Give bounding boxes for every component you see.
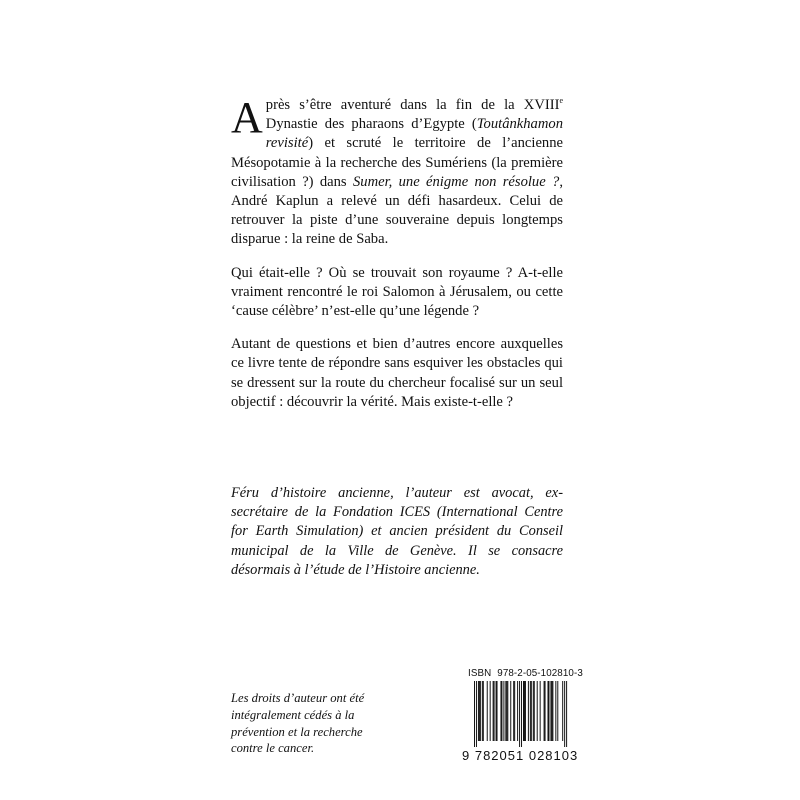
barcode-bar bbox=[528, 681, 529, 741]
superscript-e: e bbox=[559, 96, 563, 106]
blurb-text-d: , André Kaplun a relevé un défi hasardeux. Celui de retrouver la piste d’une souveraine depuis longtemps disparue : la reine de Saba. bbox=[231, 173, 563, 248]
barcode-bar bbox=[507, 681, 508, 741]
barcode-bar bbox=[552, 681, 553, 741]
blurb-text-b: Dynastie des pharaons d’Egypte ( bbox=[265, 116, 477, 133]
isbn-number: 978-2-05-102810-3 bbox=[497, 668, 583, 679]
isbn-barcode-block bbox=[462, 668, 583, 766]
barcode-bar bbox=[564, 681, 565, 747]
barcode-bar bbox=[500, 681, 501, 741]
barcode-bar bbox=[496, 681, 497, 741]
barcode-bar bbox=[545, 681, 546, 741]
barcode-bar bbox=[474, 681, 475, 747]
barcode-bar bbox=[479, 681, 480, 741]
barcode-bar bbox=[548, 681, 549, 741]
barcode-bar bbox=[524, 681, 525, 741]
barcode-bar bbox=[537, 681, 538, 741]
isbn-line bbox=[468, 668, 583, 679]
barcode-bar bbox=[493, 681, 494, 741]
barcode-bar bbox=[555, 681, 556, 741]
barcode-bar bbox=[562, 681, 563, 741]
author-bio: Féru d’histoire ancienne, l’auteur est avocat, ex-secrétaire de la Fondation ICES (International Centre for Earth Simulation) et ancien président du Conseil municipal de la Ville de Genève. Il se consacre désormais à l’étude de l’Histoire ancienne. bbox=[231, 485, 563, 578]
barcode-bar bbox=[497, 681, 498, 741]
barcode-bar bbox=[551, 681, 552, 741]
barcode-bar bbox=[494, 681, 495, 741]
rights-notice: Les droits d’auteur ont été intégralement cédés à la prévention et la recherche contre le cancer. bbox=[231, 691, 365, 756]
barcode-bar bbox=[487, 681, 488, 741]
book-title-sumer: Sumer, une énigme non résolue ? bbox=[352, 173, 560, 190]
barcode-bar bbox=[544, 681, 545, 741]
blurb-paragraph-3: Autant de questions et bien d’autres encore auxquelles ce livre tente de répondre sans esquiver les obstacles qui se dressent sur la route du chercheur focalisé sur un seul objectif : découvrir la vérité. Mais existe-t-elle ? bbox=[231, 336, 563, 410]
isbn-label: ISBN bbox=[468, 668, 492, 679]
barcode-bar bbox=[478, 681, 479, 741]
blurb-text-c: ) et scruté le territoire de l’ancienne Mésopotamie à la recherche des Sumériens (la première civilisation ?) dans bbox=[231, 135, 563, 190]
barcode-bar bbox=[517, 681, 518, 741]
barcode-bar bbox=[519, 681, 520, 747]
barcode-bar bbox=[534, 681, 535, 741]
barcode-bar bbox=[530, 681, 531, 741]
barcode-bar bbox=[523, 681, 524, 741]
back-cover-blurb bbox=[231, 93, 563, 426]
barcode-bar bbox=[550, 681, 551, 741]
barcode-bar bbox=[513, 681, 514, 741]
barcode-digits: 9 782051 028103 bbox=[462, 748, 579, 763]
barcode-bar bbox=[566, 681, 567, 747]
barcode-bar bbox=[483, 681, 484, 741]
barcode-bar bbox=[557, 681, 558, 741]
barcode-bar bbox=[514, 681, 515, 741]
blurb-paragraph-2: Qui était-elle ? Où se trouvait son royaume ? A-t-elle vraiment rencontré le roi Salomon à Jérusalem, ou cette ‘cause célèbre’ n’est-elle qu’une légende ? bbox=[231, 264, 563, 320]
barcode-bar bbox=[501, 681, 502, 741]
barcode-bar bbox=[533, 681, 534, 741]
barcode-bar bbox=[540, 681, 541, 741]
blurb-text-a: près s’être aventuré dans la fin de la XVIII bbox=[265, 97, 560, 113]
barcode-bar bbox=[505, 681, 506, 741]
barcode-bar bbox=[506, 681, 507, 741]
barcode-bar bbox=[480, 681, 481, 741]
blurb-paragraph-1 bbox=[231, 93, 563, 250]
barcode-bar bbox=[521, 681, 522, 747]
drop-cap-letter: A bbox=[231, 93, 263, 142]
barcode-bar bbox=[525, 681, 526, 741]
barcode-bar bbox=[510, 681, 511, 741]
barcode-bar bbox=[531, 681, 532, 741]
book-title-toutankhamon: Toutânkhamon revisité bbox=[265, 116, 563, 152]
barcode-bar bbox=[503, 681, 504, 741]
barcode-bar bbox=[490, 681, 491, 741]
barcode-bars bbox=[466, 681, 570, 747]
barcode-bar bbox=[476, 681, 477, 747]
barcode-bar bbox=[548, 681, 549, 741]
barcode-bar bbox=[482, 681, 483, 741]
